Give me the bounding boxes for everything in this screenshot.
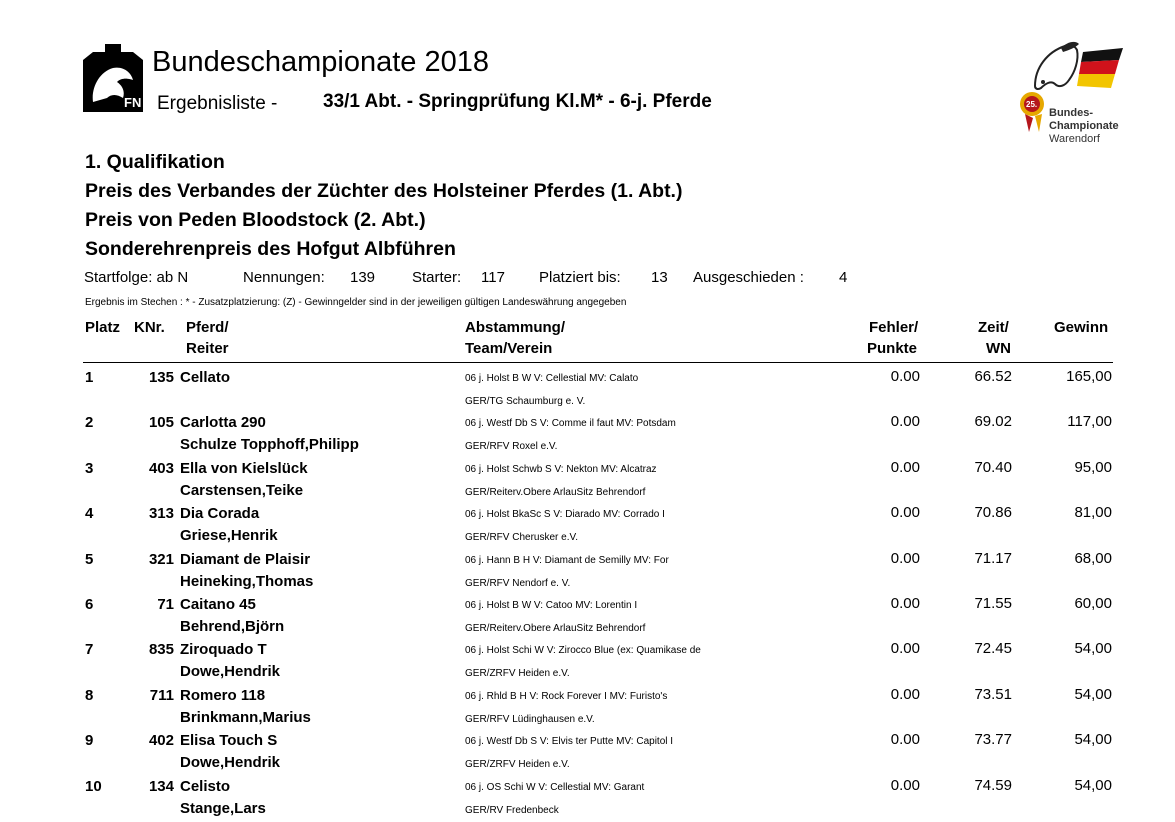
cell-zeit: 70.86 [974,504,1012,522]
cell-fehler: 0.00 [890,549,920,567]
nennungen-label: Nennungen: [243,269,325,286]
fn-logo [83,44,143,112]
cell-fehler: 0.00 [890,595,920,612]
cell-reiter: Dowe,Hendrik [180,663,281,681]
result-note: Ergebnis im Stechen : * - Zusatzplatzierung: (Z) - Gewinngelder sind in der jeweiligen gültigen Landeswährung angegeben [85,297,627,308]
cell-platz: 8 [85,686,94,704]
cell-knr: 835 [148,641,174,659]
cell-abstammung: 06 j. Holst B W V: Cellestial MV: Calato [465,373,639,384]
nennungen-value: 139 [350,269,376,286]
cell-gewinn: 68,00 [1074,549,1112,567]
cell-team: GER/RFV Roxel e.V. [465,441,558,453]
cell-zeit: 73.51 [974,685,1012,703]
platziert-value: 13 [651,269,668,286]
cell-reiter: Griese,Henrik [180,527,278,545]
cell-abstammung: 06 j. OS Schi W V: Cellestial MV: Garant [465,781,645,793]
cell-pferd: Ziroquado T [180,641,267,659]
cell-abstammung: 06 j. Westf Db S V: Elvis ter Putte MV: Capitol I [465,736,674,748]
cell-knr: 135 [148,369,174,386]
fn-logo-text: FN [124,95,142,110]
cell-gewinn: 60,00 [1074,595,1112,612]
cell-pferd: Dia Corada [180,505,260,523]
cell-abstammung: 06 j. Rhld B H V: Rock Forever I MV: Furisto's [465,690,668,702]
bundeschampionate-logo [1005,38,1125,150]
cell-gewinn: 95,00 [1074,458,1112,476]
cell-team: GER/TG Schaumburg e. V. [465,396,586,407]
cell-knr: 711 [149,686,174,704]
cell-pferd: Caitano 45 [180,596,256,613]
col-wn: WN [986,340,1011,357]
cell-reiter: Dowe,Hendrik [180,754,281,772]
cell-knr: 321 [148,550,174,568]
cell-gewinn: 54,00 [1074,640,1112,658]
cell-zeit: 69.02 [974,413,1012,431]
cell-fehler: 0.00 [890,413,920,431]
cell-platz: 6 [85,596,94,613]
cell-platz: 5 [85,550,94,568]
cell-gewinn: 117,00 [1067,413,1112,431]
cell-platz: 3 [85,459,94,477]
cell-reiter: Behrend,Björn [180,618,285,635]
col-abstammung: Abstammung/ [465,319,566,336]
cell-pferd: Diamant de Plaisir [180,550,311,568]
col-platz: Platz [85,319,121,336]
cell-platz: 9 [85,732,94,750]
cell-fehler: 0.00 [890,776,920,794]
cell-pferd: Romero 118 [180,686,266,704]
cell-fehler: 0.00 [890,458,920,476]
col-knr: KNr. [134,319,165,336]
cell-pferd: Celisto [180,777,231,795]
cell-team: GER/Reiterv.Obere ArlauSitz Behrendorf [465,623,646,634]
cell-knr: 134 [148,777,174,795]
cell-platz: 1 [85,369,94,386]
cell-platz: 10 [85,777,102,795]
cell-zeit: 70.40 [974,458,1012,476]
heading-prize-3: Sonderehrenpreis des Hofgut Albführen [85,238,456,260]
cell-knr: 105 [148,414,174,432]
ausgeschieden-value: 4 [839,269,848,286]
cell-team: GER/RFV Lüdinghausen e.V. [465,713,595,725]
col-pferd: Pferd/ [186,319,229,336]
cell-pferd: Elisa Touch S [180,732,278,750]
heading-prize-1: Preis des Verbandes der Züchter des Holsteiner Pferdes (1. Abt.) [85,180,683,202]
col-team: Team/Verein [465,340,553,357]
platziert-label: Platziert bis: [539,269,621,286]
cell-team: GER/RFV Nendorf e. V. [465,577,571,589]
cell-pferd: Ella von Kielslück [180,459,308,477]
cell-knr: 403 [148,459,174,477]
heading-prize-2: Preis von Peden Bloodstock (2. Abt.) [85,209,426,231]
cell-team: GER/ZRFV Heiden e.V. [465,759,570,771]
col-gewinn: Gewinn [1054,319,1109,336]
heading-qualification: 1. Qualifikation [85,151,225,173]
cell-abstammung: 06 j. Holst B W V: Catoo MV: Lorentin I [465,600,638,611]
cell-gewinn: 81,00 [1074,504,1112,522]
col-zeit: Zeit/ [978,319,1009,336]
cell-abstammung: 06 j. Holst Schi W V: Zirocco Blue (ex: Quamikase de [465,645,701,657]
cell-team: GER/Reiterv.Obere ArlauSitz Behrendorf [465,486,646,498]
competition-name: 33/1 Abt. - Springprüfung Kl.M* - 6-j. Pferde [323,91,712,112]
cell-zeit: 66.52 [974,368,1012,385]
starter-label: Starter: [412,269,462,286]
page-title: Bundeschampionate 2018 [152,46,489,78]
cell-team: GER/ZRFV Heiden e.V. [465,668,570,680]
col-punkte: Punkte [867,340,918,357]
cell-zeit: 71.17 [974,549,1012,567]
starter-value: 117 [481,269,505,286]
cell-zeit: 72.45 [974,640,1012,658]
col-fehler: Fehler/ [869,319,919,336]
cell-reiter: Carstensen,Teike [180,481,304,499]
ausgeschieden-label: Ausgeschieden : [693,269,804,286]
cell-reiter: Brinkmann,Marius [180,708,311,726]
header-divider [83,362,1113,363]
cell-fehler: 0.00 [890,368,920,385]
cell-reiter: Schulze Topphoff,Philipp [180,436,359,454]
cell-abstammung: 06 j. Westf Db S V: Comme il faut MV: Potsdam [465,418,676,430]
cell-team: GER/RV Fredenbeck [465,804,559,816]
cell-fehler: 0.00 [890,504,920,522]
cell-reiter: Stange,Lars [180,799,266,817]
cell-reiter: Heineking,Thomas [180,572,314,590]
col-reiter: Reiter [186,340,229,357]
cell-zeit: 73.77 [974,731,1012,749]
cell-abstammung: 06 j. Holst Schwb S V: Nekton MV: Alcatraz [465,463,657,475]
startfolge: Startfolge: ab N [84,269,189,286]
cell-platz: 4 [85,505,94,523]
cell-gewinn: 165,00 [1066,368,1112,385]
cell-zeit: 74.59 [974,776,1012,794]
cell-pferd: Cellato [180,369,231,386]
bc-logo-badge: 25. [1026,100,1038,109]
cell-platz: 2 [85,414,94,432]
cell-fehler: 0.00 [890,640,920,658]
cell-abstammung: 06 j. Hann B H V: Diamant de Semilly MV: For [465,554,669,566]
cell-pferd: Carlotta 290 [180,414,266,432]
cell-zeit: 71.55 [974,595,1012,612]
cell-gewinn: 54,00 [1074,685,1112,703]
cell-gewinn: 54,00 [1074,731,1112,749]
cell-platz: 7 [85,641,94,659]
cell-team: GER/RFV Cherusker e.V. [465,532,579,544]
subtitle-label: Ergebnisliste - [157,93,278,114]
cell-gewinn: 54,00 [1074,776,1112,794]
bc-logo-line1: Bundes- [1049,107,1093,119]
bc-logo-line3: Warendorf [1049,133,1100,145]
cell-abstammung: 06 j. Holst BkaSc S V: Diarado MV: Corrado I [465,509,665,521]
cell-fehler: 0.00 [890,731,920,749]
cell-knr: 313 [148,505,174,523]
bc-logo-line2: Championate [1049,120,1119,132]
cell-knr: 402 [148,732,174,750]
cell-fehler: 0.00 [890,685,920,703]
cell-knr: 71 [157,596,174,613]
